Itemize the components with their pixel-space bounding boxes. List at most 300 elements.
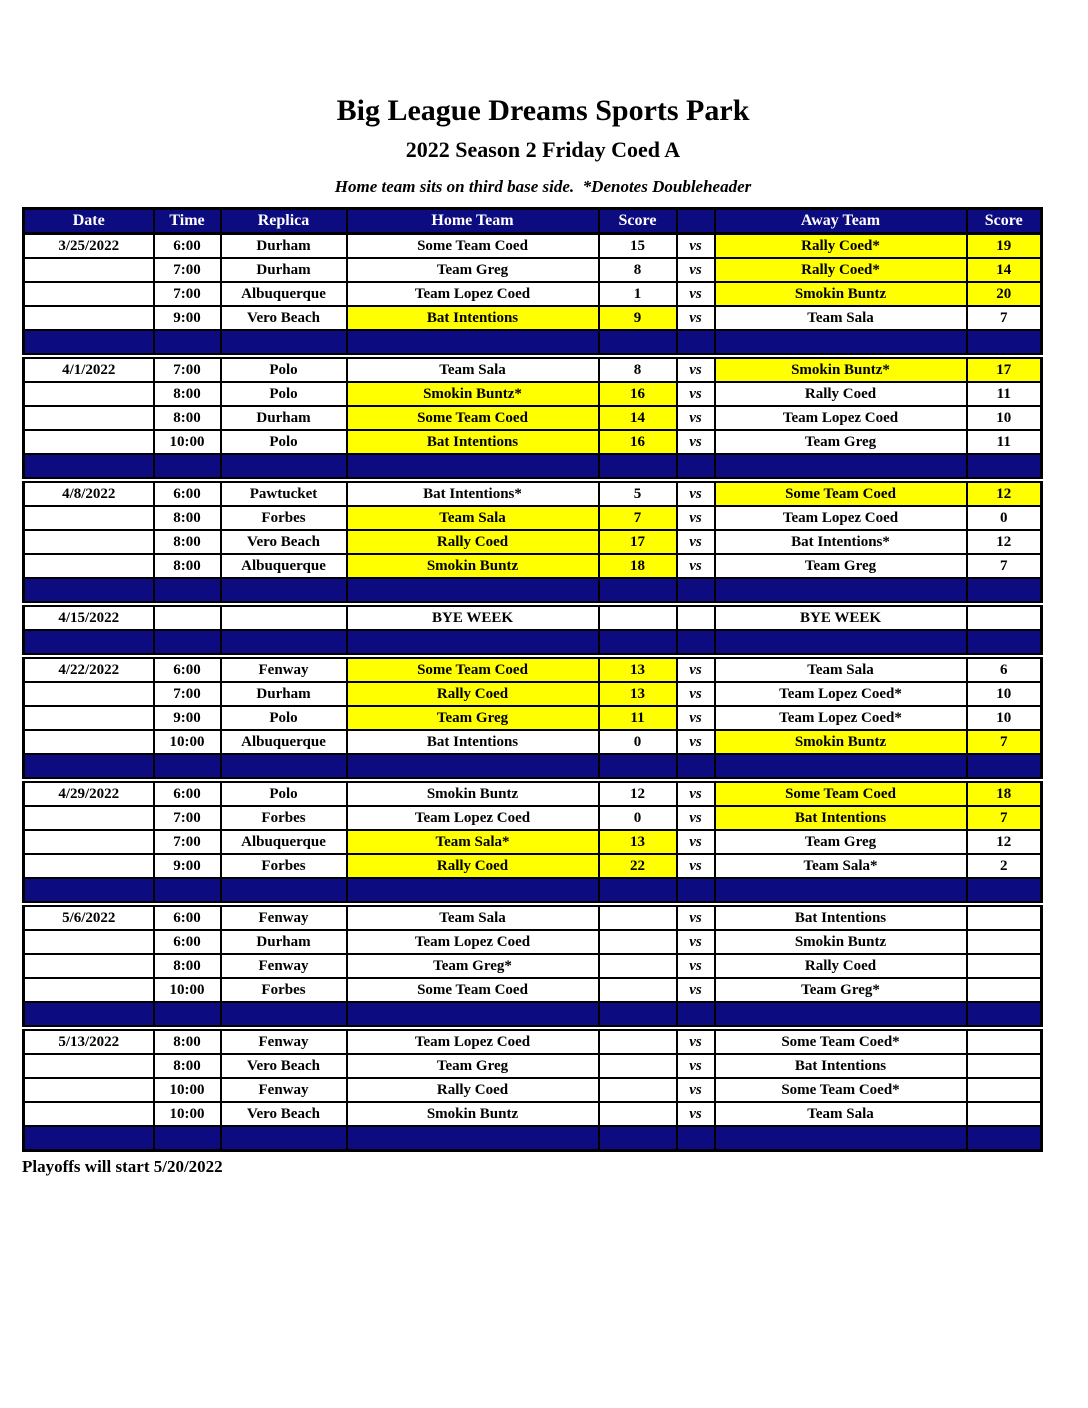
away-score-cell: 7 [967, 730, 1042, 754]
replica-cell: Fenway [221, 1028, 347, 1054]
game-row [24, 430, 1042, 454]
game-row [24, 806, 1042, 830]
replica-cell: Polo [221, 430, 347, 454]
date-cell [24, 830, 154, 854]
game-row [24, 1054, 1042, 1078]
home-score-cell [599, 1078, 677, 1102]
date-cell [24, 258, 154, 282]
away-team-cell: Team Greg* [715, 978, 967, 1002]
away-team-cell: Smokin Buntz [715, 730, 967, 754]
separator-cell [715, 878, 967, 904]
vs-cell: vs [677, 1028, 715, 1054]
separator-cell [347, 330, 599, 356]
away-score-cell: 11 [967, 382, 1042, 406]
home-team-cell: Team Greg* [347, 954, 599, 978]
away-score-cell: 20 [967, 282, 1042, 306]
date-cell [24, 306, 154, 330]
separator-cell [221, 754, 347, 780]
home-team-cell: Some Team Coed [347, 406, 599, 430]
separator-cell [599, 578, 677, 604]
home-team-cell: Rally Coed [347, 530, 599, 554]
date-cell: 5/6/2022 [24, 904, 154, 930]
away-score-cell: 18 [967, 780, 1042, 806]
vs-cell: vs [677, 780, 715, 806]
away-team-cell: Bat Intentions* [715, 530, 967, 554]
separator-cell [677, 330, 715, 356]
home-score-cell: 16 [599, 382, 677, 406]
page-subtitle: 2022 Season 2 Friday Coed A [405, 137, 681, 162]
game-row [24, 480, 1042, 506]
time-cell: 8:00 [154, 406, 221, 430]
home-score-cell: 1 [599, 282, 677, 306]
date-cell: 3/25/2022 [24, 234, 154, 259]
home-score-cell: 8 [599, 258, 677, 282]
home-team-cell: Bat Intentions [347, 306, 599, 330]
time-cell: 7:00 [154, 682, 221, 706]
away-team-cell: Team Lopez Coed [715, 406, 967, 430]
time-cell: 10:00 [154, 1078, 221, 1102]
separator-cell [24, 454, 154, 480]
game-row [24, 830, 1042, 854]
vs-cell: vs [677, 656, 715, 682]
vs-cell: vs [677, 234, 715, 259]
away-score-cell [967, 1028, 1042, 1054]
separator-cell [221, 578, 347, 604]
home-score-cell: 14 [599, 406, 677, 430]
week-separator-row [24, 454, 1042, 480]
replica-cell: Durham [221, 682, 347, 706]
separator-cell [967, 754, 1042, 780]
replica-cell: Vero Beach [221, 530, 347, 554]
date-cell [24, 930, 154, 954]
home-team-cell: Some Team Coed [347, 656, 599, 682]
home-score-cell: 18 [599, 554, 677, 578]
separator-cell [347, 454, 599, 480]
separator-cell [154, 1002, 221, 1028]
separator-cell [221, 330, 347, 356]
date-cell: 5/13/2022 [24, 1028, 154, 1054]
home-team-cell: Bat Intentions* [347, 480, 599, 506]
home-score-cell: 13 [599, 656, 677, 682]
home-team-cell: Smokin Buntz* [347, 382, 599, 406]
home-score-cell [599, 604, 677, 630]
date-cell [24, 706, 154, 730]
separator-cell [154, 1126, 221, 1151]
page-title: Big League Dreams Sports Park [336, 94, 750, 127]
replica-cell: Forbes [221, 806, 347, 830]
away-team-cell: Team Lopez Coed [715, 506, 967, 530]
column-header-date: Date [24, 209, 154, 234]
game-row [24, 656, 1042, 682]
game-row [24, 978, 1042, 1002]
away-team-cell: Bat Intentions [715, 1054, 967, 1078]
vs-cell: vs [677, 306, 715, 330]
date-cell: 4/1/2022 [24, 356, 154, 382]
away-score-cell [967, 954, 1042, 978]
separator-cell [715, 578, 967, 604]
time-cell [154, 604, 221, 630]
separator-cell [677, 454, 715, 480]
away-team-cell: Team Sala [715, 1102, 967, 1126]
separator-cell [677, 754, 715, 780]
date-cell [24, 406, 154, 430]
separator-cell [154, 330, 221, 356]
separator-cell [154, 578, 221, 604]
separator-cell [599, 1126, 677, 1151]
home-team-cell: Team Sala [347, 904, 599, 930]
time-cell: 8:00 [154, 554, 221, 578]
separator-cell [347, 578, 599, 604]
replica-cell: Vero Beach [221, 1102, 347, 1126]
home-team-cell: Some Team Coed [347, 234, 599, 259]
away-score-cell [967, 904, 1042, 930]
home-score-cell: 9 [599, 306, 677, 330]
home-score-cell: 0 [599, 730, 677, 754]
home-score-cell: 12 [599, 780, 677, 806]
game-row [24, 382, 1042, 406]
separator-cell [154, 630, 221, 656]
home-score-cell: 15 [599, 234, 677, 259]
game-row [24, 554, 1042, 578]
game-row [24, 306, 1042, 330]
away-score-cell: 6 [967, 656, 1042, 682]
separator-cell [967, 578, 1042, 604]
home-team-cell: Rally Coed [347, 854, 599, 878]
bye-week-row [24, 604, 1042, 630]
away-team-cell: Bat Intentions [715, 904, 967, 930]
home-score-cell [599, 1102, 677, 1126]
game-row [24, 682, 1042, 706]
away-team-cell: Smokin Buntz [715, 282, 967, 306]
home-score-cell [599, 978, 677, 1002]
separator-cell [715, 1126, 967, 1151]
separator-cell [347, 630, 599, 656]
separator-cell [24, 1126, 154, 1151]
home-team-cell: Some Team Coed [347, 978, 599, 1002]
time-cell: 10:00 [154, 978, 221, 1002]
separator-cell [967, 454, 1042, 480]
away-team-cell: Team Greg [715, 554, 967, 578]
home-score-cell [599, 1054, 677, 1078]
home-team-cell: Team Lopez Coed [347, 282, 599, 306]
separator-cell [599, 630, 677, 656]
vs-cell: vs [677, 1102, 715, 1126]
time-cell: 8:00 [154, 382, 221, 406]
time-cell: 8:00 [154, 1028, 221, 1054]
time-cell: 6:00 [154, 780, 221, 806]
away-score-cell: 10 [967, 706, 1042, 730]
away-score-cell: 12 [967, 830, 1042, 854]
vs-cell: vs [677, 480, 715, 506]
time-cell: 9:00 [154, 706, 221, 730]
away-score-cell [967, 930, 1042, 954]
separator-cell [677, 578, 715, 604]
separator-cell [599, 454, 677, 480]
replica-cell: Fenway [221, 1078, 347, 1102]
home-score-cell: 8 [599, 356, 677, 382]
time-cell: 10:00 [154, 1102, 221, 1126]
date-cell [24, 806, 154, 830]
date-cell [24, 506, 154, 530]
away-team-cell: Team Sala* [715, 854, 967, 878]
separator-cell [221, 1126, 347, 1151]
away-team-cell: Team Lopez Coed* [715, 706, 967, 730]
separator-cell [221, 454, 347, 480]
away-score-cell: 2 [967, 854, 1042, 878]
separator-cell [24, 630, 154, 656]
vs-cell: vs [677, 1054, 715, 1078]
separator-cell [24, 330, 154, 356]
replica-cell: Fenway [221, 656, 347, 682]
home-team-cell: Team Lopez Coed [347, 930, 599, 954]
week-separator-row [24, 330, 1042, 356]
week-separator-row [24, 1002, 1042, 1028]
game-row [24, 730, 1042, 754]
away-score-cell: 10 [967, 682, 1042, 706]
separator-cell [967, 330, 1042, 356]
vs-cell: vs [677, 904, 715, 930]
date-cell [24, 1102, 154, 1126]
away-team-cell: Team Lopez Coed* [715, 682, 967, 706]
home-team-cell: Smokin Buntz [347, 1102, 599, 1126]
away-team-cell: Team Sala [715, 656, 967, 682]
away-score-cell: 12 [967, 480, 1042, 506]
home-team-cell: BYE WEEK [347, 604, 599, 630]
away-score-cell [967, 1078, 1042, 1102]
date-cell [24, 430, 154, 454]
away-score-cell: 17 [967, 356, 1042, 382]
away-score-cell [967, 1102, 1042, 1126]
away-team-cell: Some Team Coed [715, 480, 967, 506]
away-score-cell: 11 [967, 430, 1042, 454]
replica-cell: Vero Beach [221, 1054, 347, 1078]
replica-cell: Albuquerque [221, 282, 347, 306]
game-row [24, 282, 1042, 306]
column-header-home-score: Score [599, 209, 677, 234]
away-team-cell: Team Sala [715, 306, 967, 330]
away-score-cell [967, 978, 1042, 1002]
vs-cell: vs [677, 530, 715, 554]
time-cell: 9:00 [154, 306, 221, 330]
game-row [24, 954, 1042, 978]
home-score-cell: 13 [599, 830, 677, 854]
vs-cell: vs [677, 554, 715, 578]
date-cell [24, 730, 154, 754]
vs-cell: vs [677, 730, 715, 754]
replica-cell: Polo [221, 356, 347, 382]
vs-cell: vs [677, 854, 715, 878]
home-score-cell: 17 [599, 530, 677, 554]
vs-cell [677, 604, 715, 630]
separator-cell [677, 1126, 715, 1151]
date-cell: 4/15/2022 [24, 604, 154, 630]
away-team-cell: Some Team Coed* [715, 1028, 967, 1054]
game-row [24, 406, 1042, 430]
away-team-cell: Some Team Coed* [715, 1078, 967, 1102]
replica-cell: Forbes [221, 854, 347, 878]
separator-cell [599, 754, 677, 780]
week-separator-row [24, 630, 1042, 656]
time-cell: 8:00 [154, 506, 221, 530]
away-score-cell: 12 [967, 530, 1042, 554]
time-cell: 7:00 [154, 830, 221, 854]
away-score-cell: 7 [967, 806, 1042, 830]
separator-cell [221, 878, 347, 904]
replica-cell: Fenway [221, 954, 347, 978]
vs-cell: vs [677, 978, 715, 1002]
away-score-cell: 19 [967, 234, 1042, 259]
time-cell: 6:00 [154, 480, 221, 506]
separator-cell [677, 878, 715, 904]
time-cell: 7:00 [154, 806, 221, 830]
game-row [24, 258, 1042, 282]
away-team-cell: Rally Coed [715, 382, 967, 406]
home-team-cell: Rally Coed [347, 1078, 599, 1102]
date-cell [24, 978, 154, 1002]
game-row [24, 234, 1042, 259]
date-cell [24, 554, 154, 578]
home-score-cell [599, 904, 677, 930]
separator-cell [154, 454, 221, 480]
game-row [24, 706, 1042, 730]
vs-cell: vs [677, 258, 715, 282]
away-team-cell: Rally Coed* [715, 258, 967, 282]
date-cell: 4/8/2022 [24, 480, 154, 506]
playoffs-footer-note: Playoffs will start 5/20/2022 [22, 1157, 223, 1176]
week-separator-row [24, 1126, 1042, 1151]
time-cell: 6:00 [154, 930, 221, 954]
game-row [24, 506, 1042, 530]
time-cell: 7:00 [154, 282, 221, 306]
date-cell [24, 282, 154, 306]
separator-cell [715, 330, 967, 356]
date-cell [24, 682, 154, 706]
home-team-cell: Team Sala* [347, 830, 599, 854]
away-score-cell: 14 [967, 258, 1042, 282]
replica-cell: Albuquerque [221, 554, 347, 578]
game-row [24, 530, 1042, 554]
separator-cell [967, 630, 1042, 656]
column-header-home-team: Home Team [347, 209, 599, 234]
replica-cell: Forbes [221, 506, 347, 530]
home-score-cell: 0 [599, 806, 677, 830]
replica-cell: Pawtucket [221, 480, 347, 506]
separator-cell [24, 754, 154, 780]
vs-cell: vs [677, 954, 715, 978]
time-cell: 6:00 [154, 234, 221, 259]
home-team-cell: Bat Intentions [347, 430, 599, 454]
separator-cell [347, 878, 599, 904]
home-team-cell: Smokin Buntz [347, 554, 599, 578]
replica-cell: Vero Beach [221, 306, 347, 330]
vs-cell: vs [677, 706, 715, 730]
time-cell: 10:00 [154, 730, 221, 754]
time-cell: 7:00 [154, 258, 221, 282]
away-score-cell: 0 [967, 506, 1042, 530]
home-team-cell: Team Greg [347, 706, 599, 730]
header-row [24, 209, 1042, 234]
game-row [24, 356, 1042, 382]
home-team-cell: Bat Intentions [347, 730, 599, 754]
home-team-note: Home team sits on third base side. *Denotes Doubleheader [334, 177, 752, 196]
away-team-cell: Rally Coed* [715, 234, 967, 259]
column-header-time: Time [154, 209, 221, 234]
game-row [24, 904, 1042, 930]
away-team-cell: Team Greg [715, 830, 967, 854]
time-cell: 8:00 [154, 954, 221, 978]
date-cell [24, 382, 154, 406]
vs-cell: vs [677, 1078, 715, 1102]
home-team-cell: Rally Coed [347, 682, 599, 706]
week-separator-row [24, 878, 1042, 904]
home-team-cell: Team Sala [347, 356, 599, 382]
separator-cell [715, 630, 967, 656]
game-row [24, 854, 1042, 878]
away-score-cell: 7 [967, 554, 1042, 578]
home-score-cell: 22 [599, 854, 677, 878]
vs-cell: vs [677, 356, 715, 382]
replica-cell: Fenway [221, 904, 347, 930]
separator-cell [599, 330, 677, 356]
game-row [24, 930, 1042, 954]
date-cell: 4/29/2022 [24, 780, 154, 806]
vs-cell: vs [677, 406, 715, 430]
away-score-cell [967, 604, 1042, 630]
away-team-cell: Bat Intentions [715, 806, 967, 830]
away-score-cell: 10 [967, 406, 1042, 430]
replica-cell: Durham [221, 930, 347, 954]
separator-cell [967, 1126, 1042, 1151]
time-cell: 6:00 [154, 656, 221, 682]
home-score-cell: 11 [599, 706, 677, 730]
vs-cell: vs [677, 506, 715, 530]
home-score-cell: 5 [599, 480, 677, 506]
replica-cell: Albuquerque [221, 830, 347, 854]
schedule-table [22, 207, 1043, 1152]
home-team-cell: Team Lopez Coed [347, 806, 599, 830]
replica-cell: Polo [221, 706, 347, 730]
date-cell [24, 1054, 154, 1078]
separator-cell [24, 878, 154, 904]
separator-cell [24, 1002, 154, 1028]
schedule-body [24, 234, 1042, 1151]
date-cell [24, 1078, 154, 1102]
date-cell [24, 530, 154, 554]
separator-cell [715, 454, 967, 480]
separator-cell [221, 630, 347, 656]
home-team-cell: Team Greg [347, 1054, 599, 1078]
replica-cell: Albuquerque [221, 730, 347, 754]
away-team-cell: Team Greg [715, 430, 967, 454]
separator-cell [967, 1002, 1042, 1028]
separator-cell [967, 878, 1042, 904]
separator-cell [677, 630, 715, 656]
separator-cell [599, 878, 677, 904]
date-cell [24, 954, 154, 978]
separator-cell [599, 1002, 677, 1028]
date-cell: 4/22/2022 [24, 656, 154, 682]
time-cell: 10:00 [154, 430, 221, 454]
vs-cell: vs [677, 382, 715, 406]
vs-cell: vs [677, 806, 715, 830]
game-row [24, 1028, 1042, 1054]
separator-cell [24, 578, 154, 604]
column-header-away-score: Score [967, 209, 1042, 234]
replica-cell: Durham [221, 234, 347, 259]
separator-cell [221, 1002, 347, 1028]
home-team-cell: Team Sala [347, 506, 599, 530]
home-score-cell: 7 [599, 506, 677, 530]
